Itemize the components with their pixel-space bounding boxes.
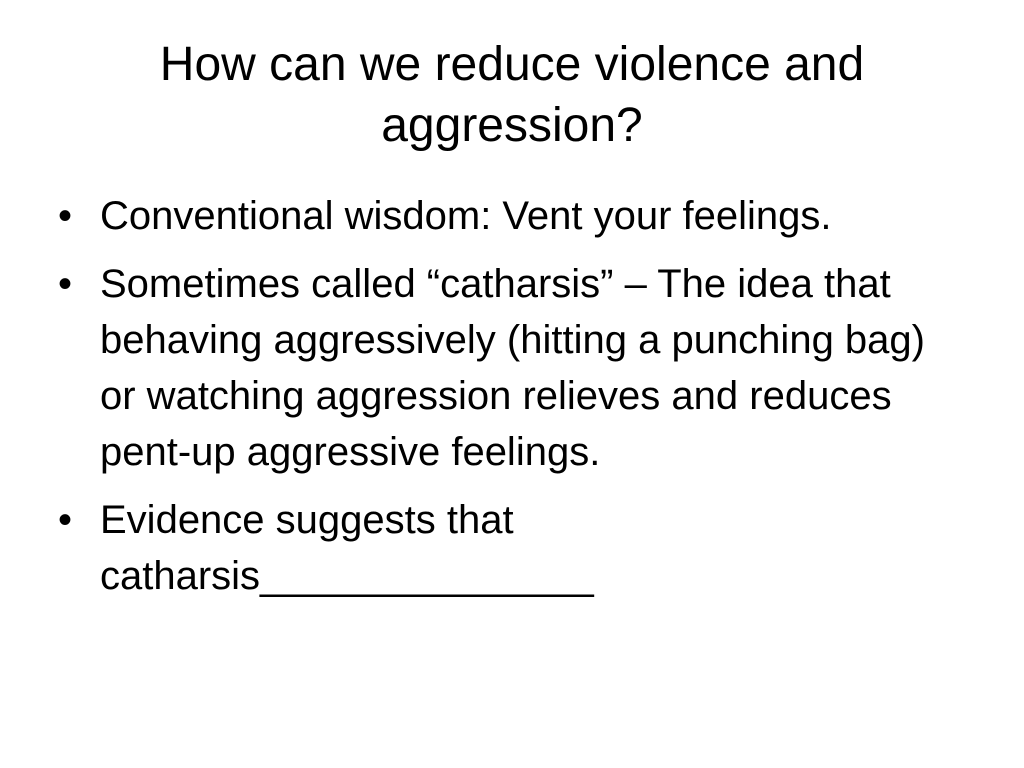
bullet-icon: • [58,194,73,238]
slide-title: How can we reduce violence and aggression? [159,38,865,152]
bullet-list [58,188,963,616]
bullet-text: Conventional wisdom: Vent your feelings. [100,194,832,238]
bullet-text: Evidence suggests that catharsis_______________ [100,498,594,598]
bullet-item [58,256,963,480]
bullet-icon: • [58,262,73,306]
bullet-item [58,492,963,604]
bullet-item [58,188,963,244]
bullet-icon: • [58,498,73,542]
bullet-text: Sometimes called “catharsis” – The idea that behaving aggressively (hitting a punching bag) or watching aggression relieves and reduces pent-up aggressive feelings. [100,262,925,474]
